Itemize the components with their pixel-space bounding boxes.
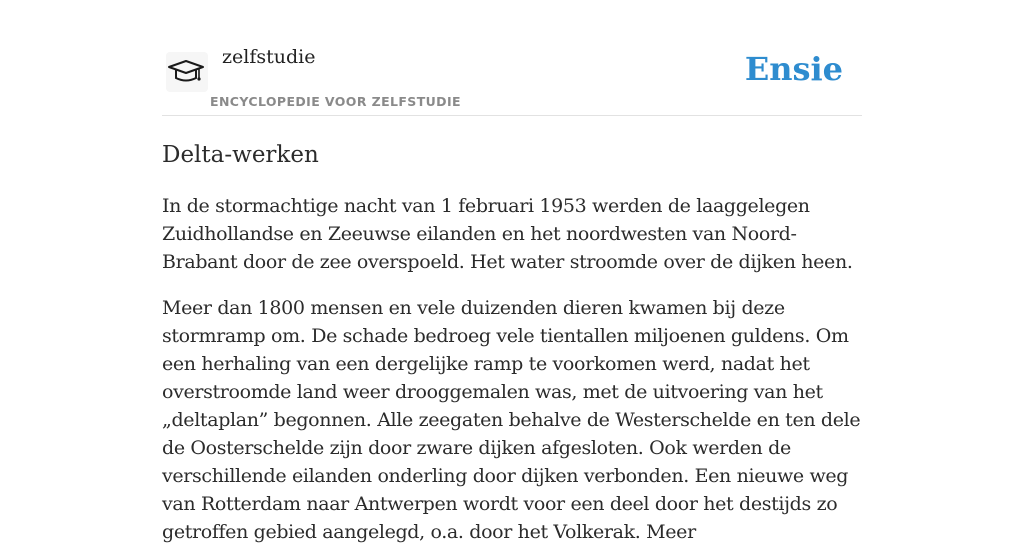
article-title: Delta-werken [162, 142, 319, 168]
page [162, 0, 862, 543]
ensie-brand-link[interactable]: Ensie [744, 50, 843, 88]
site-logo-link[interactable] [162, 48, 212, 96]
site-header [162, 0, 862, 116]
site-tagline: ENCYCLOPEDIE VOOR ZELFSTUDIE [210, 94, 461, 109]
article-paragraph: In de stormachtige nacht van 1 februari 1953 werden de laaggelegen Zuidhollandse en Zeeuwse eilanden en het noordwesten van Noord-Brabant door de zee overspoeld. Het water stroomde over de dijken heen. [162, 195, 853, 273]
site-name-link[interactable]: zelfstudie [222, 46, 316, 68]
article-paragraph: Meer dan 1800 mensen en vele duizenden dieren kwamen bij deze stormramp om. De schade bedroeg vele tientallen miljoenen guldens. Om een herhaling van een dergelijke ramp te voorkomen werd, nadat het overstroomde land weer drooggemalen was, met de uitvoering van het „deltaplan” begonnen. Alle zeegaten behalve de Westerschelde en ten dele de Oosterschelde zijn door zware dijken afgesloten. Ook werden de verschillende eilanden onderling door dijken verbonden. Een nieuwe weg van Rotterdam naar Antwerpen wordt voor een deel door het destijds zo getroffen gebied aangelegd, o.a. door het Volkerak. Meer [162, 297, 861, 543]
graduation-cap-icon [166, 56, 206, 88]
